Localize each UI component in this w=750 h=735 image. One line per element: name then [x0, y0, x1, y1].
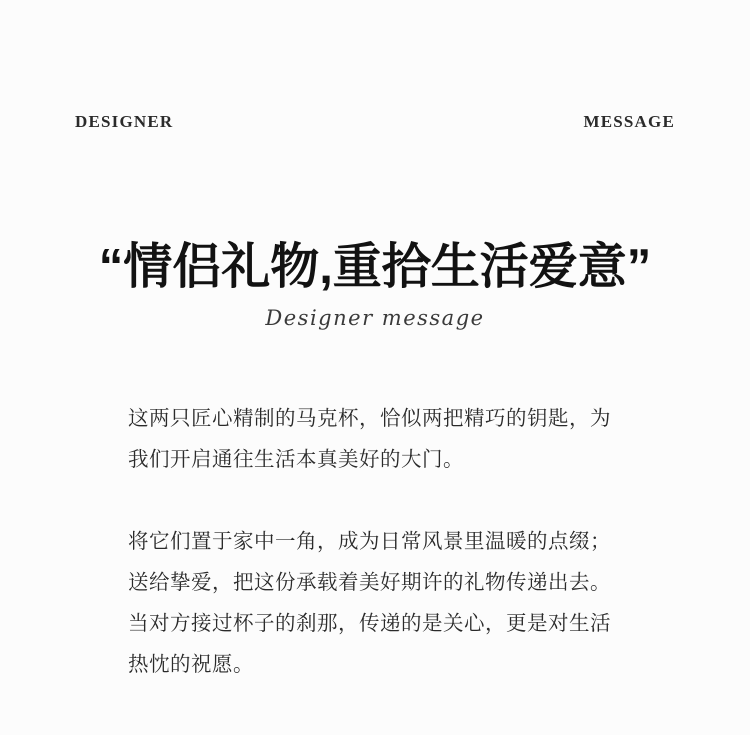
- header: [0, 112, 750, 132]
- header-label-designer: DESIGNER: [75, 112, 174, 131]
- paragraph: 这两只匠心精制的马克杯，恰似两把精巧的钥匙，为我们开启通往生活本真美好的大门。: [128, 407, 611, 471]
- page-title: “情侣礼物,重拾生活爱意”: [98, 240, 652, 294]
- paragraph: 将它们置于家中一角，成为日常风景里温暖的点缀；送给挚爱，把这份承载着美好期许的礼物传递出去。当对方接过杯子的刹那，传递的是关心，更是对生活热忱的祝愿。: [128, 530, 611, 676]
- page-subtitle: Designer message: [265, 306, 485, 330]
- body-copy: [128, 398, 628, 685]
- header-label-message: MESSAGE: [583, 112, 675, 131]
